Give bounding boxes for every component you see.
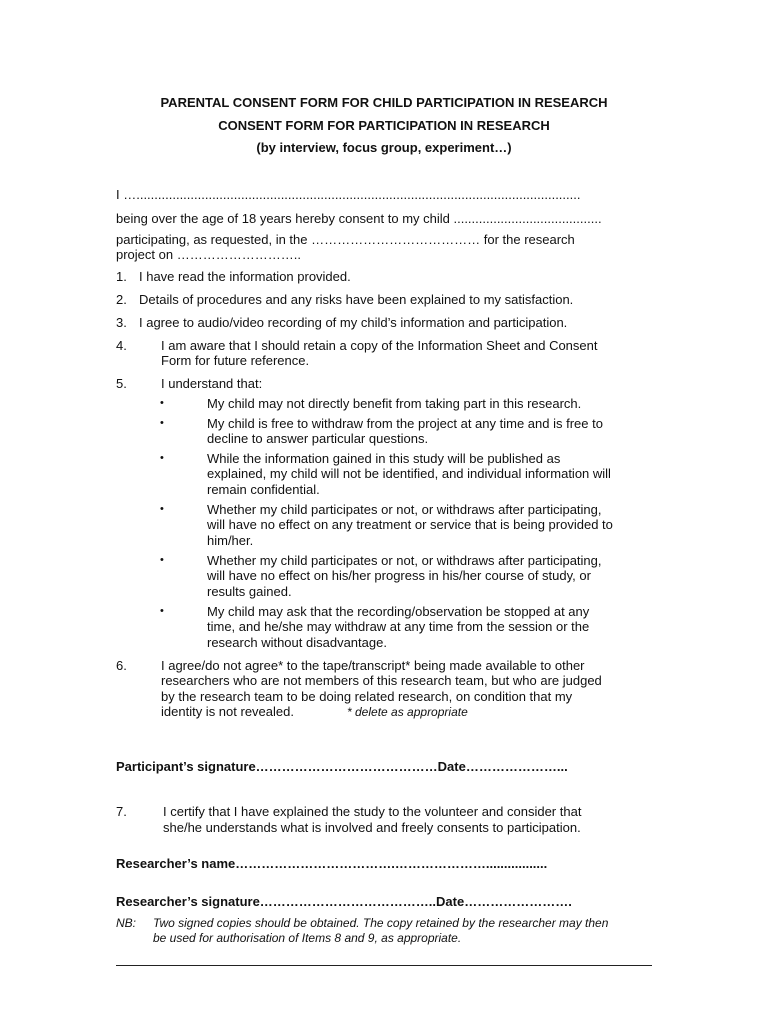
bullet-2: •	[160, 417, 164, 429]
bullet-5-line-1: Whether my child participates or not, or withdraws after participating,	[207, 553, 602, 568]
bullet-6-line-3: research without disadvantage.	[207, 635, 387, 650]
bullet-4-line-2: will have no effect on any treatment or service that is being provided to	[207, 517, 613, 532]
participation-line: participating, as requested, in the ………………………………… for the research	[116, 232, 575, 247]
bullet-3: •	[160, 452, 164, 464]
researcher-signature-line: Researcher’s signature…………………………………..Date…………………….	[116, 894, 572, 909]
bullet-6-line-2: time, and he/she may withdraw at any time from the session or the	[207, 619, 590, 634]
item-text: Details of procedures and any risks have been explained to my satisfaction.	[139, 292, 574, 307]
bullet-4-line-1: Whether my child participates or not, or withdraws after participating,	[207, 502, 602, 517]
bullet-4: •	[160, 503, 164, 515]
form-method-note: (by interview, focus group, experiment…)	[256, 140, 512, 155]
bullet-5-line-3: results gained.	[207, 584, 292, 599]
bullet-3-line-2: explained, my child will not be identified, and individual information will	[207, 466, 611, 481]
item-2	[116, 292, 574, 307]
item-5-text: I understand that:	[161, 376, 263, 391]
item-3	[116, 315, 568, 330]
nb-label: NB:	[116, 916, 137, 930]
item-6-line-1: I agree/do not agree* to the tape/transcript* being made available to other	[161, 658, 585, 673]
project-line: project on ………………………..	[116, 247, 301, 262]
item-7-line-1: I certify that I have explained the study to the volunteer and consider that	[163, 804, 582, 819]
bullet-2-line-1: My child is free to withdraw from the project at any time and is free to	[207, 416, 603, 431]
nb-line-2: be used for authorisation of Items 8 and 9, as appropriate.	[153, 931, 462, 945]
item-6-line-2: researchers who are not members of this research team, but who are judged	[161, 673, 602, 688]
footer-rule	[116, 965, 652, 966]
bullet-1: •	[160, 397, 164, 409]
item-number: 3.	[116, 315, 127, 330]
item-number: 1.	[116, 269, 127, 284]
item-text: I have read the information provided.	[139, 269, 351, 284]
bullet-5-line-2: will have no effect on his/her progress in his/her course of study, or	[207, 568, 591, 583]
bullet-5: •	[160, 554, 164, 566]
item-1	[116, 269, 351, 284]
bullet-6-line-1: My child may ask that the recording/observation be stopped at any	[207, 604, 590, 619]
bullet-3-line-3: remain confidential.	[207, 482, 320, 497]
form-title: PARENTAL CONSENT FORM FOR CHILD PARTICIPATION IN RESEARCH	[160, 95, 608, 110]
item-4-line-2: Form for future reference.	[161, 353, 310, 368]
bullet-1-line-1: My child may not directly benefit from taking part in this research.	[207, 396, 582, 411]
item-7-line-2: she/he understands what is involved and freely consents to participation.	[163, 820, 581, 835]
bullet-6: •	[160, 605, 164, 617]
item-text: I agree to audio/video recording of my child’s information and participation.	[139, 315, 568, 330]
delete-note: * delete as appropriate	[347, 705, 468, 719]
item-number-6: 6.	[116, 658, 127, 673]
nb-line-1: Two signed copies should be obtained. The copy retained by the researcher may then	[153, 916, 609, 930]
item-4-line-1: I am aware that I should retain a copy of the Information Sheet and Consent	[161, 338, 598, 353]
item-number-4: 4.	[116, 338, 127, 353]
item-number-5: 5.	[116, 376, 127, 391]
bullet-3-line-1: While the information gained in this study will be published as	[207, 451, 561, 466]
age-consent-line: being over the age of 18 years hereby consent to my child .........................................	[116, 211, 602, 226]
name-line: I …...........................................................................................................................	[116, 187, 581, 202]
bullet-4-line-3: him/her.	[207, 533, 254, 548]
researcher-name-line: Researcher’s name……………………………….………………….................	[116, 856, 548, 871]
item-6-line-3: by the research team to be doing related research, on condition that my	[161, 689, 573, 704]
form-subtitle: CONSENT FORM FOR PARTICIPATION IN RESEARCH	[218, 118, 550, 133]
participant-signature-line: Participant’s signature……………………………………Date…………………...	[116, 759, 568, 774]
item-number: 2.	[116, 292, 127, 307]
bullet-2-line-2: decline to answer particular questions.	[207, 431, 429, 446]
item-6-line-4: identity is not revealed.	[161, 704, 294, 719]
item-number-7: 7.	[116, 804, 127, 819]
